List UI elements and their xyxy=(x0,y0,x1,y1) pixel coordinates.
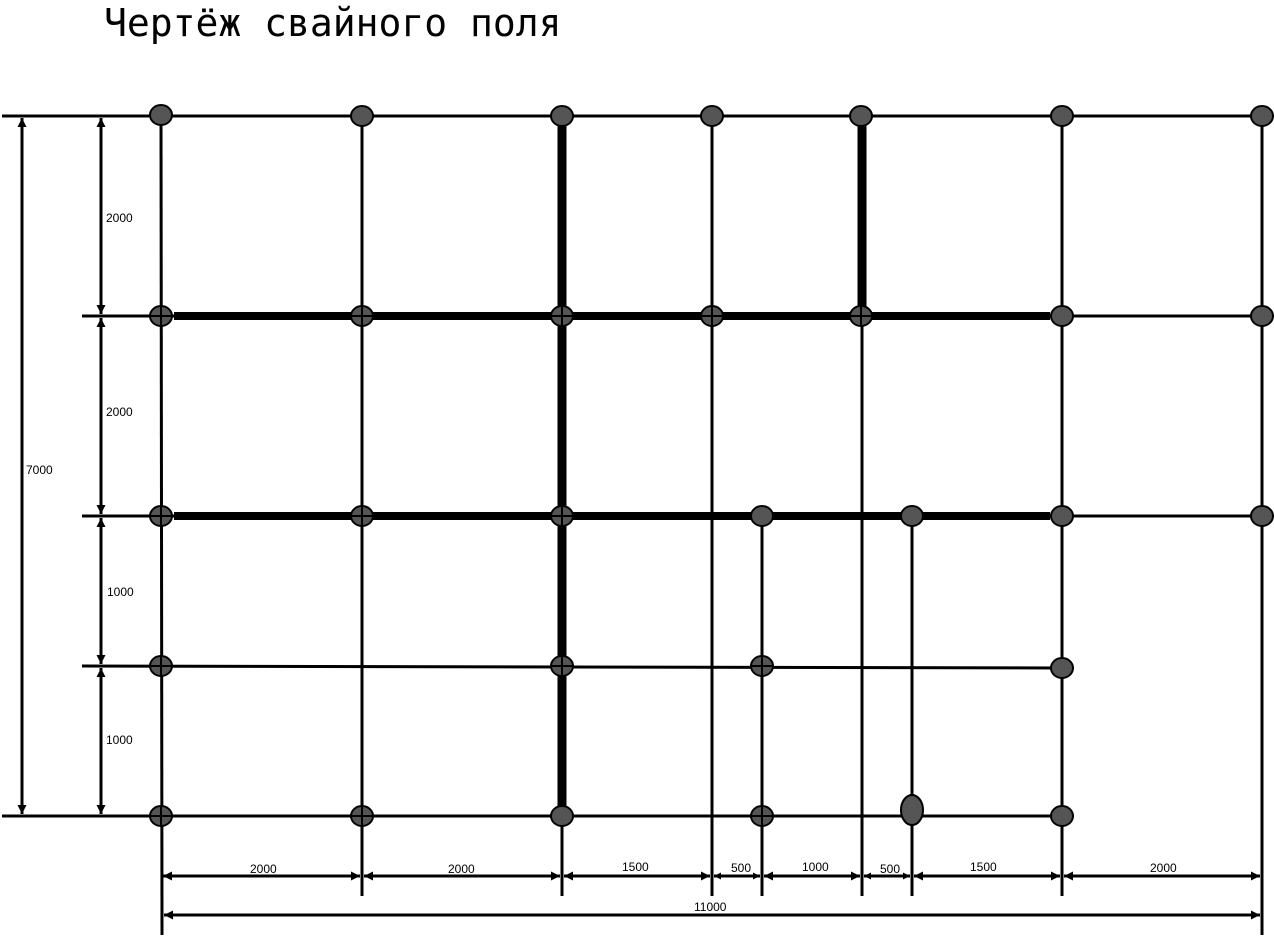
dim-label-row-1: 2000 xyxy=(106,211,133,225)
pile xyxy=(150,105,172,125)
pile xyxy=(850,106,872,126)
pile xyxy=(901,795,923,825)
dim-label-row-4: 1000 xyxy=(106,733,133,747)
pile xyxy=(1251,306,1273,326)
pile xyxy=(1051,306,1073,326)
pile xyxy=(1051,106,1073,126)
pile xyxy=(1051,806,1073,826)
dim-label-total-width: 11000 xyxy=(694,900,727,914)
pile xyxy=(551,806,573,826)
pile xyxy=(551,106,573,126)
dim-label-col-8: 2000 xyxy=(1150,861,1177,875)
pile xyxy=(751,506,773,526)
dim-label-col-2: 2000 xyxy=(448,862,475,876)
dim-label-row-3: 1000 xyxy=(107,585,134,599)
dim-label-row-2: 2000 xyxy=(106,405,133,419)
dim-label-col-3: 1500 xyxy=(622,860,649,874)
thick-beams xyxy=(174,116,1050,806)
pile-crosshairs xyxy=(151,306,872,826)
vertical-grid-lines xyxy=(161,116,1262,935)
pile xyxy=(901,506,923,526)
pile xyxy=(1051,506,1073,526)
dim-label-col-1: 2000 xyxy=(250,862,277,876)
pile xyxy=(701,106,723,126)
horizontal-grid-lines xyxy=(2,116,1262,816)
pile xyxy=(1051,658,1073,678)
dim-label-col-5: 1000 xyxy=(802,860,829,874)
dim-label-col-6: 500 xyxy=(880,862,901,876)
pile xyxy=(1251,506,1273,526)
dim-label-col-7: 1500 xyxy=(970,860,997,874)
pile xyxy=(1251,106,1273,126)
dim-label-col-4: 500 xyxy=(731,861,752,875)
dim-label-total-height: 7000 xyxy=(26,463,53,477)
drawing-title: Чертёж свайного поля xyxy=(104,1,562,45)
pile xyxy=(351,106,373,126)
